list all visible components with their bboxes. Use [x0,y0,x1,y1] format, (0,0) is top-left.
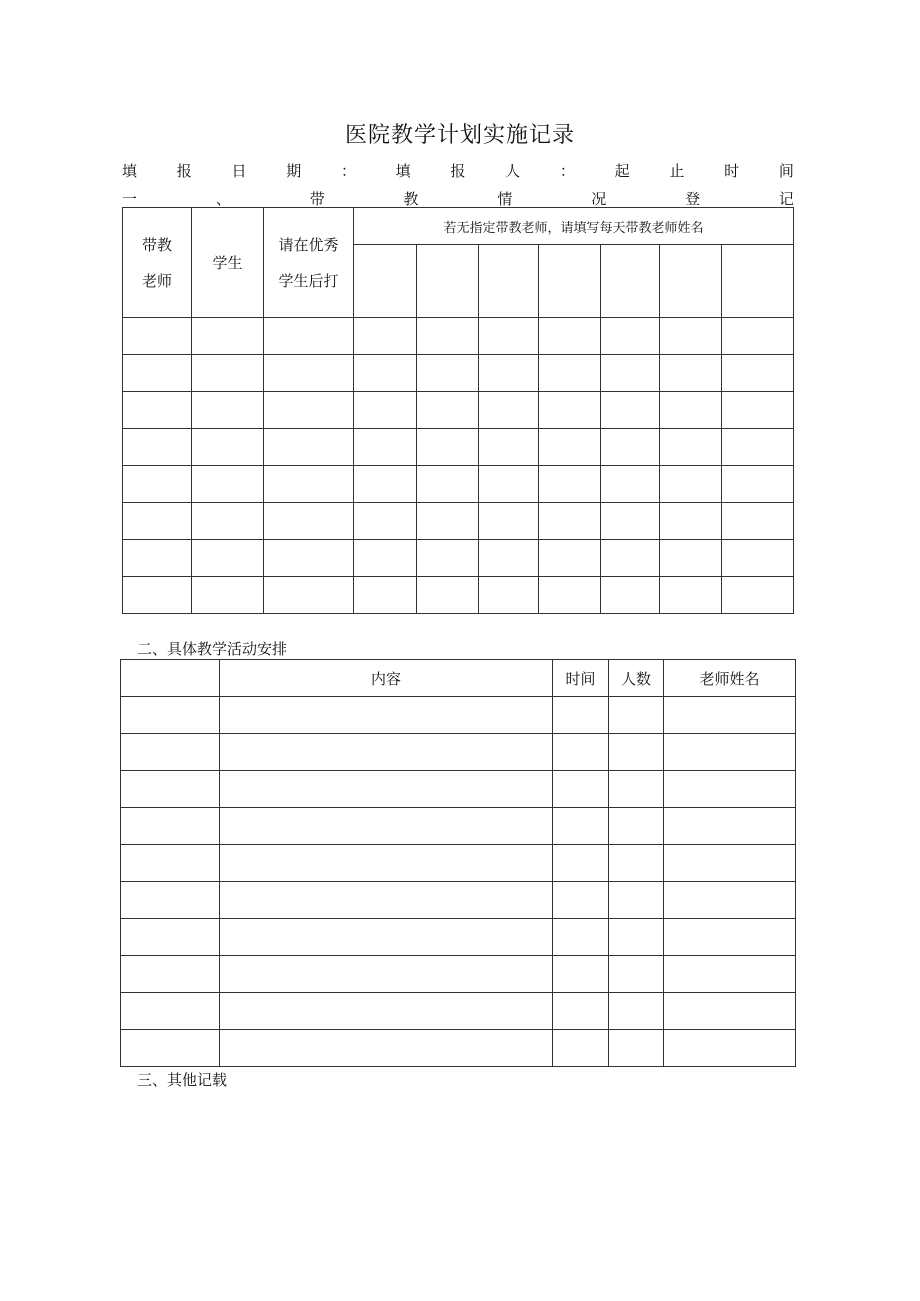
table-cell[interactable] [660,318,722,355]
table-cell[interactable] [354,318,417,355]
table-cell[interactable] [553,993,609,1030]
table-cell[interactable] [660,503,722,540]
table-row [123,503,794,540]
table-cell[interactable] [553,1030,609,1067]
fill-line-char: 填 [122,162,138,180]
table-cell[interactable] [664,956,796,993]
table-cell[interactable] [121,1030,220,1067]
table-cell[interactable] [121,919,220,956]
table-cell[interactable] [220,882,553,919]
table-cell[interactable] [354,392,417,429]
table-cell[interactable] [539,318,601,355]
table-row [123,429,794,466]
section1-line-char: 记 [778,190,794,208]
header-teacher-name: 老师姓名 [664,660,796,697]
table-cell[interactable] [660,540,722,577]
table-cell[interactable] [121,771,220,808]
table-cell[interactable] [609,882,664,919]
table-cell[interactable] [264,577,354,614]
table-cell[interactable] [121,808,220,845]
table-cell[interactable] [722,429,794,466]
table-cell[interactable] [660,466,722,503]
daily-teacher-slot[interactable] [660,245,722,318]
table-cell[interactable] [722,355,794,392]
table-cell[interactable] [417,503,479,540]
table-cell[interactable] [553,697,609,734]
table-cell[interactable] [664,771,796,808]
header-teacher-line2: 老师 [141,271,172,290]
fill-line-char: 期 [286,162,302,180]
table-cell[interactable] [539,503,601,540]
table-cell[interactable] [192,318,264,355]
table-cell[interactable] [123,318,192,355]
table-cell[interactable] [660,392,722,429]
daily-teacher-slot[interactable] [417,245,479,318]
section1-title-line [122,188,794,209]
table-cell[interactable] [660,577,722,614]
header-count: 人数 [609,660,664,697]
table-cell[interactable] [220,1030,553,1067]
table-cell[interactable] [123,392,192,429]
table-cell[interactable] [121,845,220,882]
table-cell[interactable] [609,771,664,808]
header-teacher-line1: 带教 [141,235,172,254]
table-row [121,882,796,919]
table-cell[interactable] [664,882,796,919]
table-cell[interactable] [553,734,609,771]
section3-label: 三、其他记载 [137,1071,228,1089]
table-row [123,577,794,614]
table-row [121,993,796,1030]
table-cell[interactable] [123,540,192,577]
fill-line-char: ： [340,162,356,180]
section1-line-char: 况 [591,190,607,208]
table-cell[interactable] [479,466,539,503]
table-row [123,318,794,355]
table-cell[interactable] [121,697,220,734]
table-cell[interactable] [609,697,664,734]
table-cell[interactable] [722,503,794,540]
table-cell[interactable] [192,540,264,577]
daily-teacher-slot[interactable] [722,245,794,318]
fill-line-char: 日 [231,162,247,180]
table-cell[interactable] [539,429,601,466]
daily-teacher-slot[interactable] [539,245,601,318]
table-cell[interactable] [660,429,722,466]
table-cell[interactable] [601,503,660,540]
table-cell[interactable] [123,355,192,392]
table-cell[interactable] [220,919,553,956]
table-cell[interactable] [609,845,664,882]
table-cell[interactable] [609,993,664,1030]
fill-line-char: 止 [669,162,685,180]
table-cell[interactable] [264,355,354,392]
table-cell[interactable] [660,355,722,392]
table-cell[interactable] [192,503,264,540]
table-cell[interactable] [479,318,539,355]
table-cell[interactable] [220,697,553,734]
section1-line-char: 登 [685,190,701,208]
table-row [121,808,796,845]
table-cell[interactable] [664,1030,796,1067]
section1-line-char: 情 [497,190,513,208]
table-cell[interactable] [553,882,609,919]
table-cell[interactable] [664,993,796,1030]
table-cell[interactable] [601,577,660,614]
table-cell[interactable] [417,577,479,614]
fill-line-char: 起 [614,162,630,180]
table-cell[interactable] [123,466,192,503]
table-cell[interactable] [553,956,609,993]
table-cell[interactable] [479,540,539,577]
page-title: 医院教学计划实施记录 [344,123,575,148]
table-row [121,919,796,956]
table-cell[interactable] [220,993,553,1030]
table-cell[interactable] [553,919,609,956]
table-cell[interactable] [601,318,660,355]
table-cell[interactable] [722,577,794,614]
fill-info-line [122,160,794,181]
table-cell[interactable] [220,956,553,993]
table-cell[interactable] [220,808,553,845]
table-cell[interactable] [609,734,664,771]
table-cell[interactable] [479,429,539,466]
table-cell[interactable] [722,392,794,429]
daily-teacher-slot[interactable] [354,245,417,318]
table-cell[interactable] [264,318,354,355]
table-cell[interactable] [553,845,609,882]
table-row [121,845,796,882]
header-blank [121,660,220,697]
table-cell[interactable] [220,771,553,808]
table-cell[interactable] [609,956,664,993]
table-cell[interactable] [192,577,264,614]
table-cell[interactable] [539,466,601,503]
table-cell[interactable] [539,577,601,614]
table-cell[interactable] [479,503,539,540]
header-excellent-line1: 请在优秀 [278,235,339,254]
header-excellent-line2: 学生后打 [278,271,339,290]
table-cell[interactable] [354,577,417,614]
fill-line-char: 人 [505,162,521,180]
table-cell[interactable] [121,993,220,1030]
table-cell[interactable] [722,318,794,355]
header-content: 内容 [220,660,553,697]
table-cell[interactable] [609,919,664,956]
table-cell[interactable] [417,392,479,429]
section2-label: 二、具体教学活动安排 [137,640,288,658]
table-cell[interactable] [354,466,417,503]
table-cell[interactable] [264,429,354,466]
activity-schedule-table [120,659,796,1067]
table-cell[interactable] [601,392,660,429]
section1-line-char: 教 [403,190,419,208]
table-cell[interactable] [664,919,796,956]
table-cell[interactable] [417,540,479,577]
fill-line-char: 填 [395,162,411,180]
table-cell[interactable] [722,540,794,577]
section1-line-char: 一 [122,190,138,208]
fill-line-char: ： [559,162,575,180]
table-cell[interactable] [354,429,417,466]
table-cell[interactable] [539,540,601,577]
table-cell[interactable] [354,503,417,540]
table-cell[interactable] [192,392,264,429]
table-cell[interactable] [417,355,479,392]
table-cell[interactable] [664,808,796,845]
table-cell[interactable] [264,466,354,503]
table-cell[interactable] [354,355,417,392]
teaching-record-table [122,207,794,614]
table-row [121,1030,796,1067]
table-cell[interactable] [664,734,796,771]
table-row [121,771,796,808]
table-row [123,392,794,429]
table-cell[interactable] [121,734,220,771]
table-cell[interactable] [609,1030,664,1067]
header-excellent [264,208,354,318]
table-cell[interactable] [479,355,539,392]
table-cell[interactable] [609,808,664,845]
table-cell[interactable] [123,577,192,614]
table-row [123,355,794,392]
header-daily-teachers: 若无指定带教老师，请填写每天带教老师姓名 [354,208,794,245]
table-row [121,956,796,993]
table-cell[interactable] [553,771,609,808]
table-cell[interactable] [121,956,220,993]
table-cell[interactable] [220,845,553,882]
table-cell[interactable] [601,429,660,466]
table-cell[interactable] [121,882,220,919]
fill-line-char: 报 [450,162,466,180]
table-cell[interactable] [123,429,192,466]
table-cell[interactable] [664,697,796,734]
table-row [123,540,794,577]
table-cell[interactable] [192,355,264,392]
table-cell[interactable] [539,392,601,429]
table-cell[interactable] [192,466,264,503]
table-cell[interactable] [192,429,264,466]
table-cell[interactable] [539,355,601,392]
table-cell[interactable] [664,845,796,882]
table-cell[interactable] [553,808,609,845]
table-row [123,466,794,503]
table-cell[interactable] [123,503,192,540]
header-student: 学生 [192,208,264,318]
table-cell[interactable] [220,734,553,771]
header-time: 时间 [553,660,609,697]
table-cell[interactable] [479,392,539,429]
table-cell[interactable] [264,503,354,540]
table-row [121,734,796,771]
table-cell[interactable] [601,466,660,503]
table-cell[interactable] [417,318,479,355]
table-cell[interactable] [264,540,354,577]
table-cell[interactable] [417,429,479,466]
section1-line-char: 带 [309,190,325,208]
table-cell[interactable] [417,466,479,503]
fill-line-char: 报 [176,162,192,180]
table-cell[interactable] [601,355,660,392]
table-cell[interactable] [479,577,539,614]
fill-line-char: 间 [778,162,794,180]
fill-line-char: 时 [724,162,740,180]
daily-teacher-slot[interactable] [601,245,660,318]
header-teacher [123,208,192,318]
section1-line-char: 、 [215,190,231,208]
table-cell[interactable] [601,540,660,577]
table-cell[interactable] [354,540,417,577]
table-cell[interactable] [722,466,794,503]
table-row [121,697,796,734]
table-cell[interactable] [264,392,354,429]
daily-teacher-slot[interactable] [479,245,539,318]
